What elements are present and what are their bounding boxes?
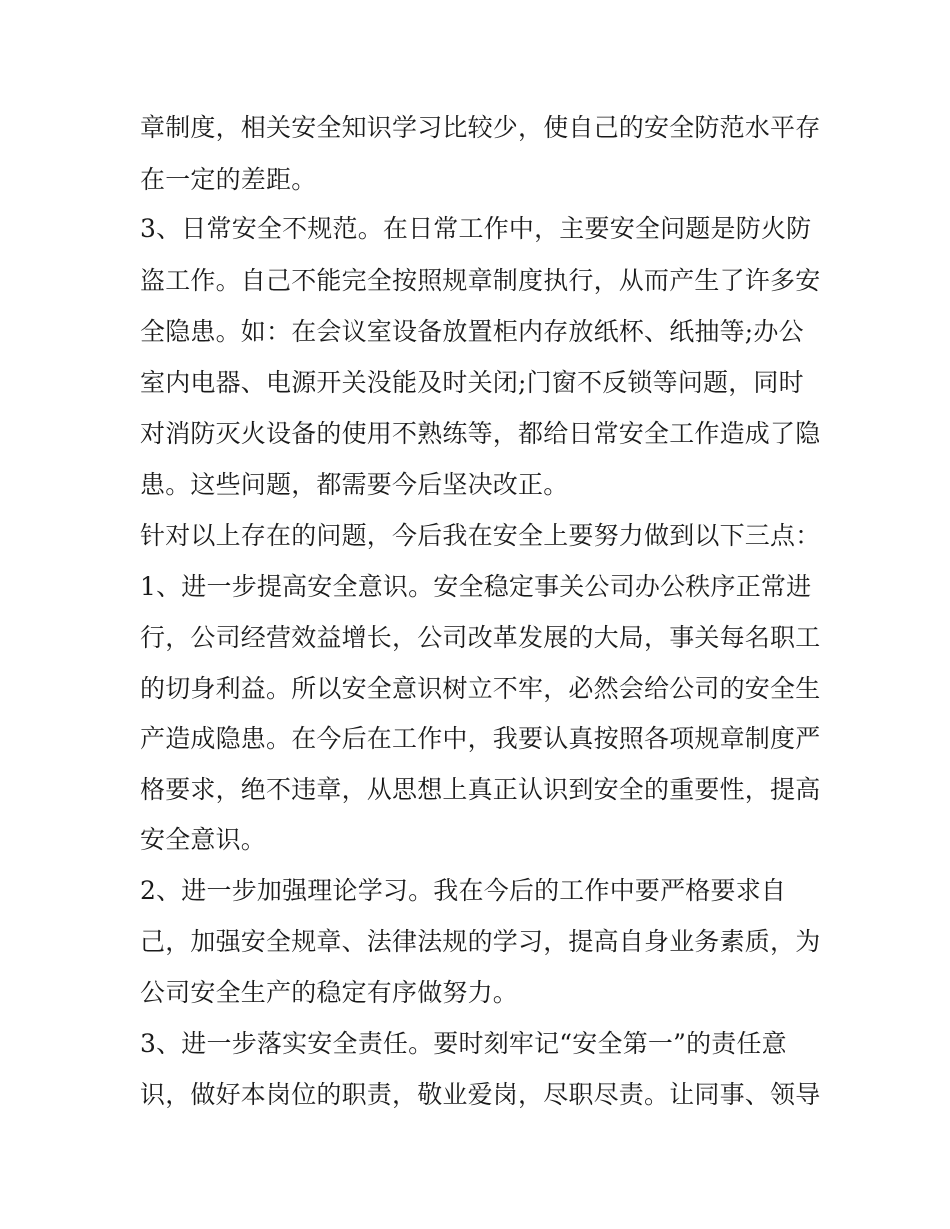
- text-line: 2、进一步加强理论学习。我在今后的工作中要严格要求自: [140, 876, 787, 905]
- text-line: 针对以上存在的问题，今后我在安全上要努力做到以下三点：: [140, 521, 821, 550]
- text-line: 1、进一步提高安全意识。安全稳定事关公司办公秩序正常进: [140, 572, 812, 601]
- text-line: 患。这些问题，都需要今后坚决改正。: [140, 470, 569, 499]
- text-line: 产造成隐患。在今后在工作中，我要认真按照各项规章制度严: [140, 724, 821, 753]
- text-line: 盗工作。自己不能完全按照规章制度执行，从而产生了许多安: [140, 266, 821, 295]
- text-line: 识，做好本岗位的职责，敬业爱岗，尽职尽责。让同事、领导: [140, 1080, 821, 1109]
- text-line: 章制度，相关安全知识学习比较少，使自己的安全防范水平存: [140, 113, 821, 142]
- text-line: 3、日常安全不规范。在日常工作中，主要安全问题是防火防: [140, 214, 812, 243]
- text-line: 3、进一步落实安全责任。要时刻牢记“安全第一”的责任意: [140, 1029, 787, 1058]
- text-line: 全隐患。如：在会议室设备放置柜内存放纸杯、纸抽等;办公: [140, 317, 804, 346]
- text-line: 对消防灭火设备的使用不熟练等，都给日常安全工作造成了隐: [140, 419, 821, 448]
- text-line: 在一定的差距。: [140, 165, 317, 194]
- text-line: 安全意识。: [140, 825, 267, 854]
- text-line: 的切身利益。所以安全意识树立不牢，必然会给公司的安全生: [140, 674, 821, 703]
- text-line: 公司安全生产的稳定有序做努力。: [140, 978, 519, 1007]
- text-line: 行，公司经营效益增长，公司改革发展的大局，事关每名职工: [140, 623, 821, 652]
- text-line: 格要求，绝不违章，从思想上真正认识到安全的重要性，提高: [140, 775, 821, 804]
- text-line: 室内电器、电源开关没能及时关闭;门窗不反锁等问题，同时: [140, 368, 804, 397]
- text-line: 己，加强安全规章、法律法规的学习，提高自身业务素质，为: [140, 927, 821, 956]
